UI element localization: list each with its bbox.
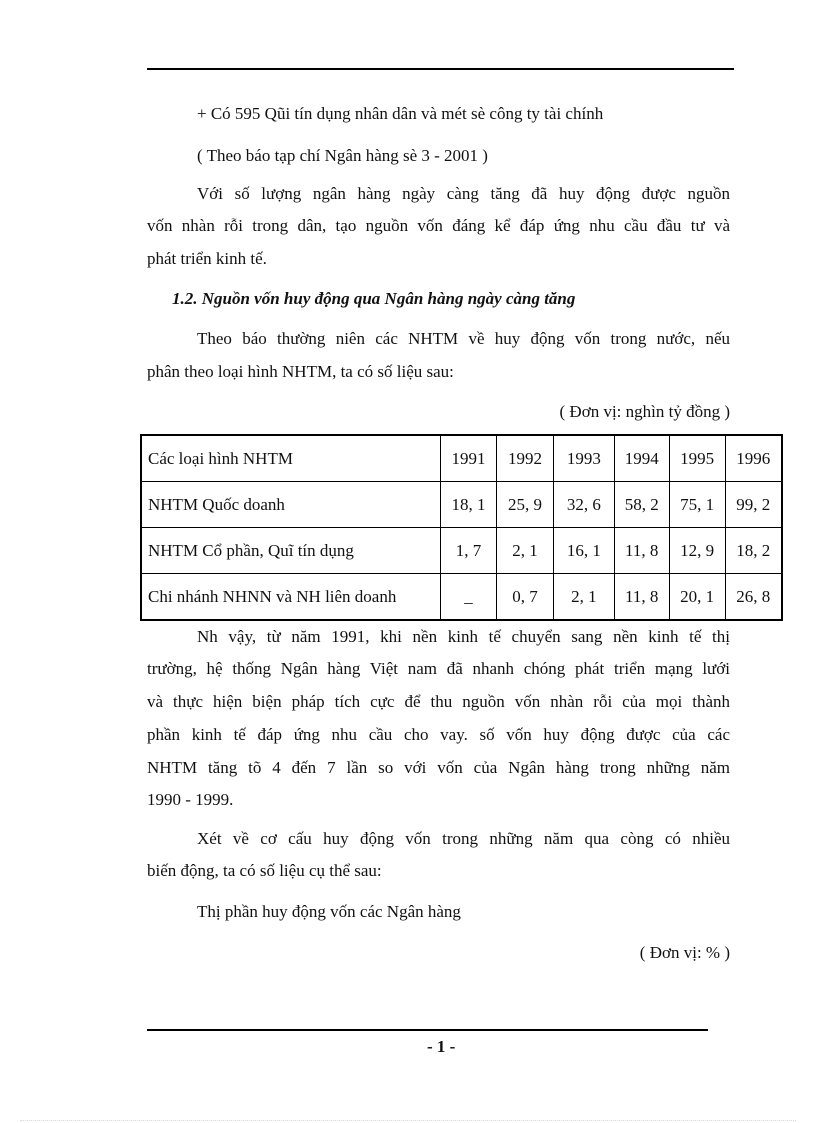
paragraph-4-line-1: Xét về cơ cấu huy động vốn trong những năm qua còng có nhiều [197,829,730,848]
paragraph-1-line-3: phát triển kinh tế. [147,249,267,268]
table-cell: 12, 9 [669,528,725,574]
source-line: ( Theo báo tạp chí Ngân hàng sè 3 - 2001 ) [197,146,488,165]
table-header-row [141,435,782,482]
table-cell: NHTM Quốc doanh [141,482,441,528]
table-cell: 18, 2 [725,528,782,574]
table-cell: 1, 7 [441,528,497,574]
table-row [141,528,782,574]
table-cell: Chi nhánh NHNN và NH liên doanh [141,574,441,621]
funding-table [140,434,783,621]
table-cell: 2, 1 [553,574,614,621]
table-cell: _ [441,574,497,621]
header-cell: 1992 [497,435,554,482]
page-number: - 1 - [427,1037,456,1056]
credit-funds-line: + Có 595 Qũi tín dụng nhân dân và mét sè công ty tài chính [197,104,604,123]
table-cell: 11, 8 [614,574,669,621]
market-share-title: Thị phần huy động vốn các Ngân hàng [197,902,461,921]
paragraph-2-line-2: phân theo loại hình NHTM, ta có số liệu sau: [147,362,454,381]
header-cell: 1995 [669,435,725,482]
paragraph-3-line-6: 1990 - 1999. [147,790,234,809]
table-cell: NHTM Cổ phần, Quĩ tín dụng [141,528,441,574]
table-cell: 16, 1 [553,528,614,574]
header-cell: 1991 [441,435,497,482]
section-heading: 1.2. Nguồn vốn huy động qua Ngân hàng ngày càng tăng [172,289,576,308]
table-cell: 99, 2 [725,482,782,528]
paragraph-3-line-2: trường, hệ thống Ngân hàng Việt nam đã nhanh chóng phát triển mạng lưới [147,659,730,678]
unit-label-1: ( Đơn vị: nghìn tỷ đồng ) [559,402,730,421]
header-cell: 1994 [614,435,669,482]
header-rule [147,68,734,70]
table-cell: 2, 1 [497,528,554,574]
paragraph-1-line-1: Với số lượng ngân hàng ngày càng tăng đã huy động được nguồn [197,184,730,203]
table-cell: 25, 9 [497,482,554,528]
table-row [141,574,782,621]
paragraph-4-line-2: biến động, ta có số liệu cụ thể sau: [147,861,382,880]
table-cell: 32, 6 [553,482,614,528]
paragraph-3-line-5: NHTM tăng tõ 4 đến 7 lần so với vốn của Ngân hàng trong những năm [147,758,730,777]
header-cell: 1993 [553,435,614,482]
paragraph-2-line-1: Theo báo thường niên các NHTM về huy động vốn trong nước, nếu [197,329,730,348]
table-cell: 18, 1 [441,482,497,528]
unit-label-2: ( Đơn vị: % ) [639,943,730,962]
header-cell: 1996 [725,435,782,482]
footer-rule [147,1029,708,1031]
paragraph-1-line-2: vốn nhàn rỗi trong dân, tạo nguồn vốn đáng kể đáp ứng nhu cầu đầu tư và [147,216,730,235]
paragraph-3-line-3: và thực hiện biện pháp tích cực để thu nguồn vốn nhàn rỗi của mọi thành [147,692,730,711]
table-cell: 58, 2 [614,482,669,528]
paragraph-3-line-1: Nh vậy, từ năm 1991, khi nền kinh tế chuyển sang nền kinh tế thị [197,627,730,646]
page-edge-divider [20,1120,796,1121]
paragraph-3-line-4: phần kinh tế đáp ứng nhu cầu cho vay. số vốn huy động được của các [147,725,730,744]
header-cell: Các loại hình NHTM [141,435,441,482]
table-cell: 26, 8 [725,574,782,621]
table-cell: 75, 1 [669,482,725,528]
table-cell: 11, 8 [614,528,669,574]
table-row [141,482,782,528]
table-cell: 0, 7 [497,574,554,621]
table-cell: 20, 1 [669,574,725,621]
